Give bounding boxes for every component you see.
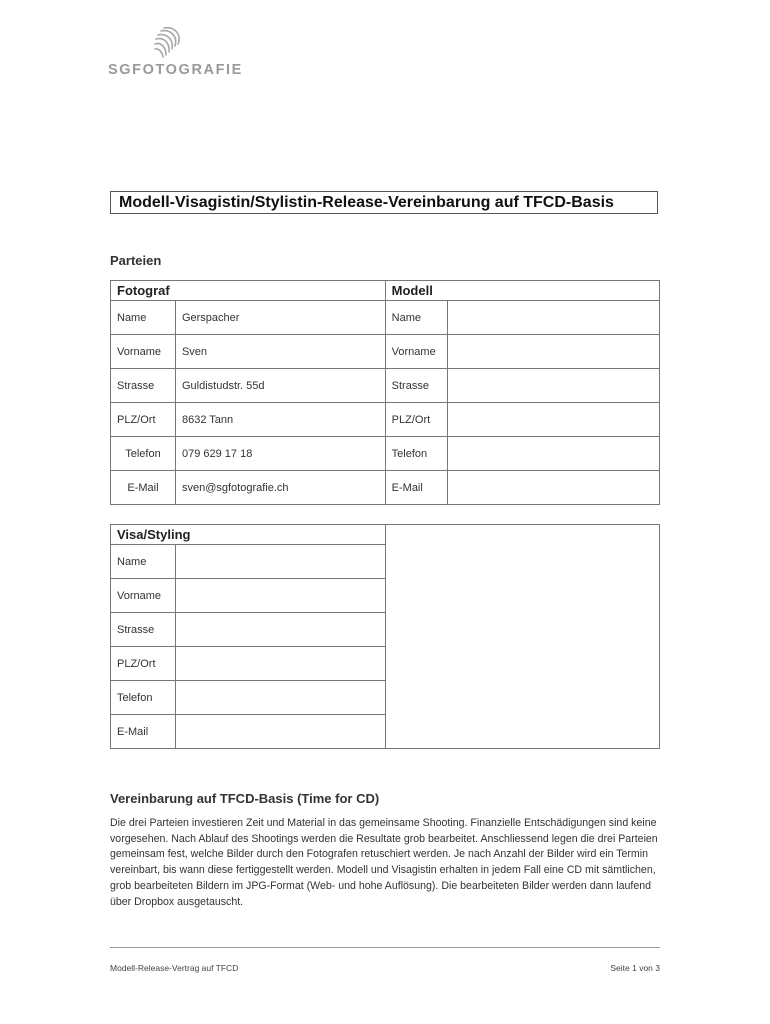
photographer-zip-city-field[interactable]: 8632 Tann [175, 403, 385, 437]
model-label: Name [385, 301, 447, 335]
model-email-field[interactable] [447, 471, 659, 505]
brand-logo [108, 24, 243, 84]
styling-phone-field[interactable] [175, 681, 385, 715]
photographer-label: PLZ/Ort [111, 403, 176, 437]
photographer-label: Vorname [111, 335, 176, 369]
parties-heading: Parteien [110, 253, 162, 268]
photographer-phone-field[interactable]: 079 629 17 18 [175, 437, 385, 471]
photographer-label: Strasse [111, 369, 176, 403]
styling-label: PLZ/Ort [111, 647, 176, 681]
model-zip-city-field[interactable] [447, 403, 659, 437]
styling-label: Name [111, 545, 176, 579]
document-title: Modell-Visagistin/Stylistin-Release-Vereinbarung auf TFCD-Basis [110, 191, 658, 214]
model-phone-field[interactable] [447, 437, 659, 471]
styling-label: Telefon [111, 681, 176, 715]
model-label: PLZ/Ort [385, 403, 447, 437]
model-header: Modell [385, 281, 659, 301]
model-label: Vorname [385, 335, 447, 369]
model-name-field[interactable] [447, 301, 659, 335]
model-label: Telefon [385, 437, 447, 471]
footer-document-name: Modell-Release-Vertrag auf TFCD [110, 963, 239, 973]
photographer-firstname-field[interactable]: Sven [175, 335, 385, 369]
photographer-label: E-Mail [111, 471, 176, 505]
styling-firstname-field[interactable] [175, 579, 385, 613]
styling-empty-area [385, 525, 659, 749]
styling-table [110, 524, 660, 749]
photographer-label: Telefon [111, 437, 176, 471]
model-label: E-Mail [385, 471, 447, 505]
styling-label: Vorname [111, 579, 176, 613]
photographer-label: Name [111, 301, 176, 335]
swirl-logo-icon [150, 24, 186, 60]
model-label: Strasse [385, 369, 447, 403]
model-firstname-field[interactable] [447, 335, 659, 369]
photographer-street-field[interactable]: Guldistudstr. 55d [175, 369, 385, 403]
styling-label: E-Mail [111, 715, 176, 749]
model-street-field[interactable] [447, 369, 659, 403]
styling-label: Strasse [111, 613, 176, 647]
styling-street-field[interactable] [175, 613, 385, 647]
photographer-email-field[interactable]: sven@sgfotografie.ch [175, 471, 385, 505]
styling-email-field[interactable] [175, 715, 385, 749]
footer-page-number: Seite 1 von 3 [610, 963, 660, 973]
photographer-name-field[interactable]: Gerspacher [175, 301, 385, 335]
styling-zip-city-field[interactable] [175, 647, 385, 681]
footer-divider [110, 947, 660, 948]
agreement-heading: Vereinbarung auf TFCD-Basis (Time for CD) [110, 791, 380, 806]
styling-header: Visa/Styling [111, 525, 386, 545]
photographer-header: Fotograf [111, 281, 386, 301]
styling-name-field[interactable] [175, 545, 385, 579]
parties-table [110, 280, 660, 505]
agreement-body: Die drei Parteien investieren Zeit und Material in das gemeinsame Shooting. Finanzielle Entschädigungen sind keine vorgesehen. Nach Ablauf des Shootings werden die Resultate grob bearbeitet. Anschliessend legen die drei Parteien gemeinsam fest, welche Bilder durch den Fotografen retuschiert werden. Je nach Anzahl der Bilder wird ein Termin vereinbart, bis wann diese fertiggestellt werden. Modell und Visagistin erhalten in jedem Fall eine CD mit sämtlichen, grob bearbeiteten Bildern im JPG-Format (Web- und hohe Auflösung). Die bearbeiteten Bilder werden dann laufend über Dropbox ausgetauscht. [110, 817, 658, 908]
brand-name: SGFOTOGRAFIE [108, 62, 243, 78]
